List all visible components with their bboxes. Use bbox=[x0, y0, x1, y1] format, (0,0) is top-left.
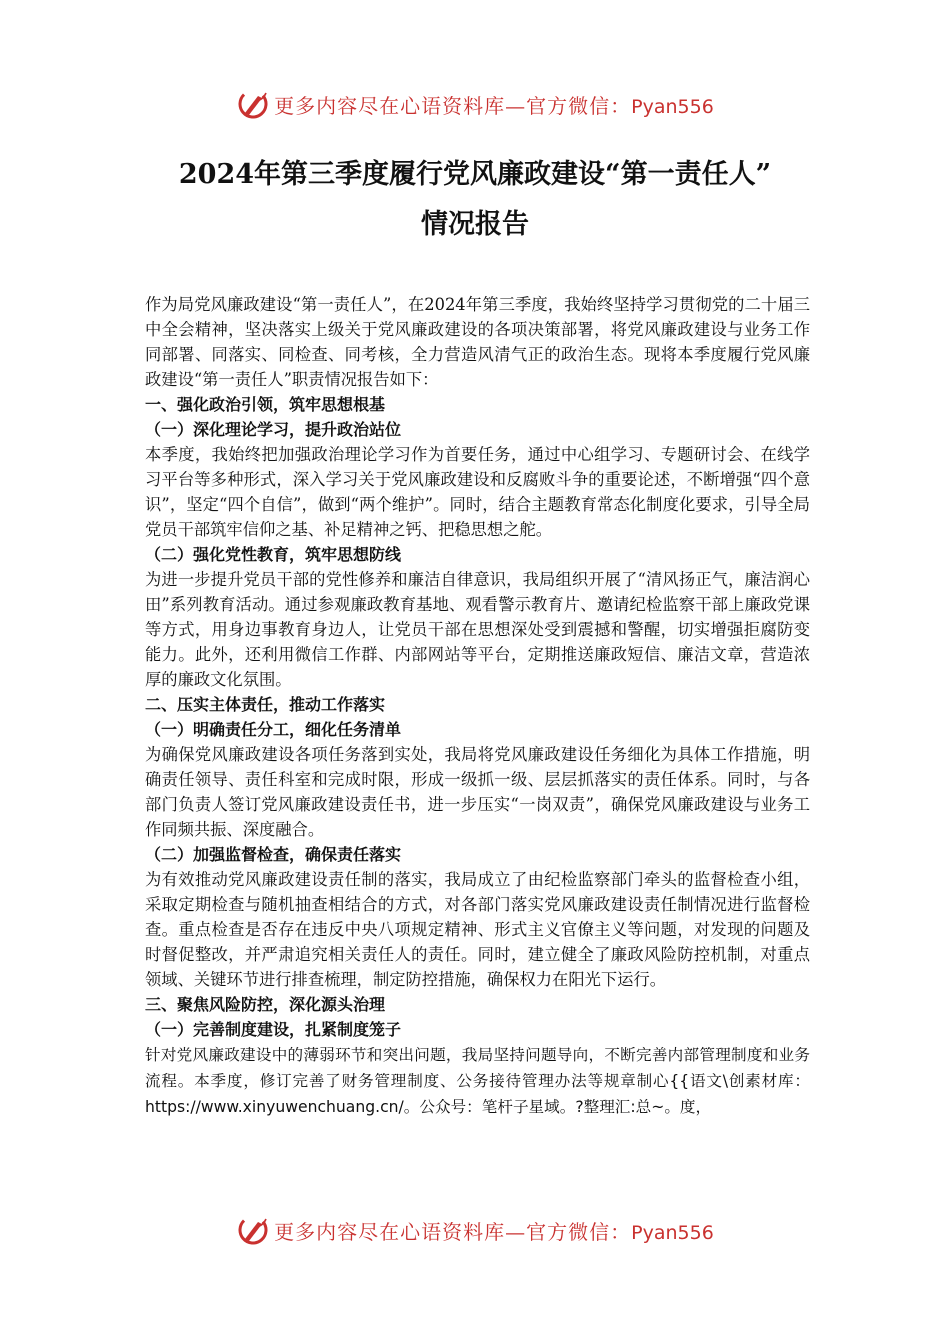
document-title-line-1: 2024年第三季度履行党风廉政建设“第一责任人” bbox=[178, 159, 772, 190]
section-1-1-paragraph: 本季度，我始终把加强政治理论学习作为首要任务，通过中心组学习、专题研讨会、在线学习平台等多种形式，深入学习关于党风廉政建设和反腐败斗争的重要论述，不断增强“四个意识”，坚定“四个自信”，做到“两个维护”。同时，结合主题教育常态化制度化要求，引导全局党员干部筑牢信仰之基、补足精神之钙、把稳思想之舵。 bbox=[145, 445, 810, 539]
brush-circle-logo-icon bbox=[236, 1213, 270, 1247]
document-body bbox=[145, 292, 810, 1120]
banner-wechat-id: Pyan556 bbox=[631, 95, 714, 118]
banner-text: 更多内容尽在心语资料库—官方微信：Pyan556 bbox=[274, 1219, 714, 1244]
section-1-2-paragraph: 为进一步提升党员干部的党性修养和廉洁自律意识，我局组织开展了“清风扬正气，廉洁润心田”系列教育活动。通过参观廉政教育基地、观看警示教育片、邀请纪检监察干部上廉政党课等方式，用身边事教育身边人，让党员干部在思想深处受到震撼和警醒，切实增强拒腐防变能力。此外，还利用微信工作群、内部网站等平台，定期推送廉政短信、廉洁文章，营造浓厚的廉政文化氛围。 bbox=[145, 570, 810, 689]
section-3-1-paragraph: 针对党风廉政建设中的薄弱环节和突出问题，我局坚持问题导向，不断完善内部管理制度和业务流程。本季度，修订完善了财务管理制度、公务接待管理办法等规章制心{{语文\创素材库：https://www.xinyuwenchuang.cn/。公众号：笔杆子星域。?整理汇:总~。度， bbox=[145, 1046, 810, 1116]
section-2-1-paragraph: 为确保党风廉政建设各项任务落到实处，我局将党风廉政建设任务细化为具体工作措施，明确责任领导、责任科室和完成时限，形成一级抓一级、层层抓落实的责任体系。同时，与各部门负责人签订党风廉政建设责任书，进一步压实“一岗双责”，确保党风廉政建设与业务工作同频共振、深度融合。 bbox=[145, 745, 810, 839]
section-1-2-heading: （二）强化党性教育，筑牢思想防线 bbox=[145, 545, 402, 564]
section-2-2-paragraph: 为有效推动党风廉政建设责任制的落实，我局成立了由纪检监察部门牵头的监督检查小组，采取定期检查与随机抽查相结合的方式，对各部门落实党风廉政建设责任制情况进行监督检查。重点检查是否存在违反中央八项规定精神、形式主义官僚主义等问题，对发现的问题及时督促整改，并严肃追究相关责任人的责任。同时，建立健全了廉政风险防控机制，对重点领域、关键环节进行排查梳理，制定防控措施，确保权力在阳光下运行。 bbox=[145, 870, 810, 989]
banner-text: 更多内容尽在心语资料库—官方微信：Pyan556 bbox=[274, 93, 714, 118]
section-3-1-heading: （一）完善制度建设，扎紧制度笼子 bbox=[145, 1020, 402, 1039]
section-2-2-heading: （二）加强监督检查，确保责任落实 bbox=[145, 845, 402, 864]
banner-wechat-id: Pyan556 bbox=[631, 1221, 714, 1244]
section-2-1-heading: （一）明确责任分工，细化任务清单 bbox=[145, 720, 402, 739]
intro-paragraph: 作为局党风廉政建设“第一责任人”，在2024年第三季度，我始终坚持学习贯彻党的二十届三中全会精神，坚决落实上级关于党风廉政建设的各项决策部署，将党风廉政建设与业务工作同部署、同落实、同检查、同考核，全力营造风清气正的政治生态。现将本季度履行党风廉政建设“第一责任人”职责情况报告如下： bbox=[145, 295, 810, 389]
footer-banner bbox=[0, 1210, 950, 1250]
brush-circle-logo-icon bbox=[236, 87, 270, 121]
document-title-line-2: 情况报告 bbox=[421, 209, 529, 240]
section-3-heading: 三、聚焦风险防控，深化源头治理 bbox=[145, 995, 386, 1014]
section-1-heading: 一、强化政治引领，筑牢思想根基 bbox=[145, 395, 386, 414]
header-banner bbox=[0, 84, 950, 124]
section-2-heading: 二、压实主体责任，推动工作落实 bbox=[145, 695, 386, 714]
section-1-1-heading: （一）深化理论学习，提升政治站位 bbox=[145, 420, 402, 439]
